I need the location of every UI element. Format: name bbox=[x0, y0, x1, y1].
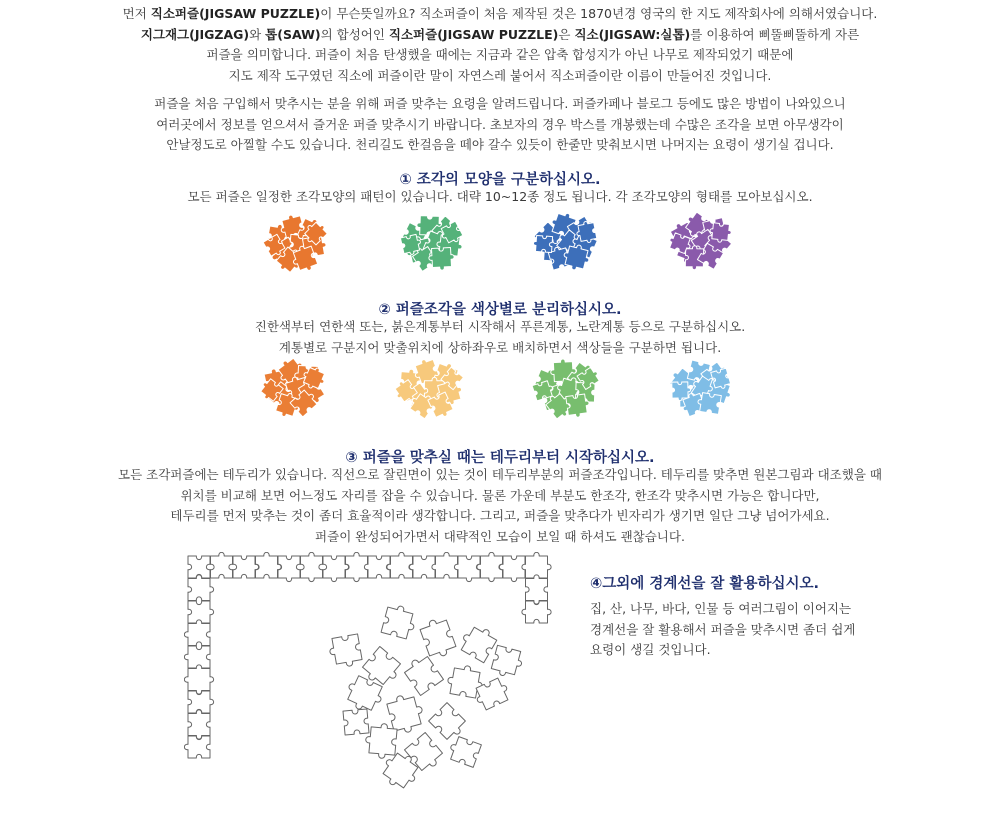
section-4-line-3: 요령이 생길 것입니다. bbox=[590, 642, 711, 657]
puzzle-cluster-orange-icon bbox=[262, 212, 326, 270]
puzzle-cluster-yellow-icon bbox=[394, 356, 464, 418]
puzzle-piece bbox=[387, 552, 413, 578]
tips-paragraph bbox=[0, 94, 1000, 156]
cluster-svg bbox=[394, 356, 464, 418]
section-2-title: ② 퍼즐조각을 색상별로 분리하십시오. bbox=[378, 302, 622, 318]
puzzle-piece bbox=[301, 552, 323, 581]
section-4-line-2: 경계선을 잘 활용해서 퍼즐을 맞추시면 좀더 쉽게 bbox=[590, 621, 856, 637]
section-2-desc: 진한색부터 연한색 또는, 붉은계통부터 시작해서 푸른계통, 노란계통 등으로 구분하십시오. 계통별로 구분지어 맞출위치에 상하좌우로 배치하면서 색상들을 구분하면 됩니다. bbox=[254, 319, 746, 355]
puzzle-piece bbox=[447, 735, 481, 767]
cluster-svg bbox=[668, 356, 730, 416]
puzzle-piece bbox=[364, 722, 397, 759]
puzzle-edge-outline-icon bbox=[184, 552, 574, 796]
puzzle-cluster-skyblue-icon bbox=[668, 356, 730, 416]
intro-paragraph bbox=[0, 4, 1000, 86]
cluster-svg bbox=[532, 210, 598, 270]
puzzle-cluster-orange-icon bbox=[260, 356, 324, 416]
intro-line-2: 지그재그(JIGZAG)와 톱(SAW)의 합성어인 직소퍼즐(JIGSAW PUZZLE)은 직소(JIGSAW:실톱)를 이용하여 삐뚤삐뚤하게 자른 bbox=[140, 26, 860, 42]
board-svg bbox=[184, 552, 574, 792]
puzzle-piece bbox=[211, 552, 233, 578]
cluster-svg bbox=[398, 210, 462, 270]
puzzle-piece bbox=[323, 556, 349, 582]
puzzle-piece bbox=[402, 653, 444, 696]
puzzle-cluster-blue-icon bbox=[532, 210, 598, 270]
puzzle-piece bbox=[343, 709, 369, 735]
puzzle-piece bbox=[184, 620, 210, 646]
puzzle-piece bbox=[188, 710, 210, 739]
puzzle-piece bbox=[477, 552, 503, 581]
puzzle-piece bbox=[188, 691, 214, 713]
section-3-desc: 모든 조각퍼즐에는 테두리가 있습니다. 직선으로 잘린면이 있는 것이 테두리부분의 퍼즐조각입니다. 테두리를 맞추면 원본그림과 대조했을 때 위치를 비교해 보면 어느정도 자리를 잡을 수 있습니다. 물론 가운데 부분도 한조각, 한조각 맞추시면 가능은 합니다만, 테두리를 먼저 맞추는 것이 좀더 효율적이라 생각합니다. 그리고, 퍼즐을 맞추다가 빈자리가 생기면 일단 그냥 넘어가세요. 퍼즐이 완성되어가면서 대략적인 모습이 보일 때 하셔도 괜찮습니다. bbox=[118, 467, 882, 544]
tips-line-2: 여러곳에서 정보를 얻으셔서 즐거운 퍼즐 맞추시기 바랍니다. 초보자의 경우 박스를 개봉했는데 수많은 조각을 보면 아무생각이 bbox=[156, 116, 844, 132]
section-4-title: ④그외에 경계선을 잘 활용하십시오. bbox=[590, 576, 820, 592]
puzzle-cluster-green-icon bbox=[530, 356, 600, 418]
puzzle-piece bbox=[256, 552, 282, 578]
puzzle-piece bbox=[418, 616, 457, 661]
puzzle-piece bbox=[233, 556, 259, 578]
puzzle-piece bbox=[188, 575, 214, 601]
puzzle-piece bbox=[184, 665, 213, 694]
intro-line-3: 퍼즐을 의미합니다. 퍼즐이 처음 탄생했을 때에는 지금과 같은 압축 합성지가 아닌 나무로 제작되었기 때문에 bbox=[206, 47, 794, 62]
puzzle-piece bbox=[364, 556, 390, 578]
section-1-desc: 모든 퍼즐은 일정한 조각모양의 패턴이 있습니다. 대략 10~12종 정도 됩니다. 각 조각모양의 형태를 모아보십시오. bbox=[187, 189, 813, 204]
intro-line-4: 지도 제작 도구였던 직소에 퍼즐이란 말이 자연스레 붙어서 직소퍼즐이란 이름이 만들어진 것입니다. bbox=[228, 67, 772, 83]
section-3-title: ③ 퍼즐을 맞추실 때는 테두리부터 시작하십시오. bbox=[345, 450, 655, 466]
section-4 bbox=[590, 572, 870, 661]
puzzle-piece bbox=[381, 603, 418, 640]
puzzle-piece bbox=[454, 556, 480, 582]
section-1-title: ① 조각의 모양을 구분하십시오. bbox=[399, 172, 601, 188]
puzzle-cluster-green-icon bbox=[398, 210, 462, 270]
puzzle-piece bbox=[429, 703, 469, 743]
cluster-svg bbox=[260, 356, 324, 416]
intro-line-1: 먼저 직소퍼즐(JIGSAW PUZZLE)이 무슨뜻일까요? 직소퍼즐이 처음 제작된 것은 1870년경 영국의 한 지도 제작회사에 의해서였습니다. bbox=[122, 6, 878, 21]
puzzle-piece bbox=[278, 556, 300, 582]
puzzle-piece bbox=[490, 645, 524, 679]
puzzle-piece bbox=[184, 736, 210, 758]
puzzle-piece bbox=[458, 621, 499, 662]
puzzle-piece bbox=[672, 382, 691, 401]
cluster-svg bbox=[262, 212, 326, 270]
puzzle-piece bbox=[428, 247, 454, 270]
cluster-svg bbox=[668, 210, 730, 268]
section-4-line-1: 집, 산, 나무, 바다, 인물 등 여러그림이 이어지는 bbox=[590, 601, 852, 616]
tips-line-3: 안날정도로 아찔할 수도 있습니다. 천리길도 한걸음을 떼야 갈수 있듯이 한줄만 맞춰보시면 나머지는 요령이 생기실 겁니다. bbox=[166, 137, 834, 152]
tips-line-1: 퍼즐을 처음 구입해서 맞추시는 분을 위해 퍼즐 맞추는 요령을 알려드립니다. 퍼즐카페나 블로그 등에도 많은 방법이 나와있으니 bbox=[154, 96, 846, 111]
cluster-svg bbox=[530, 356, 600, 418]
puzzle-piece bbox=[522, 601, 551, 623]
puzzle-piece bbox=[328, 634, 363, 669]
puzzle-cluster-purple-icon bbox=[668, 210, 730, 268]
puzzle-piece bbox=[526, 575, 548, 604]
